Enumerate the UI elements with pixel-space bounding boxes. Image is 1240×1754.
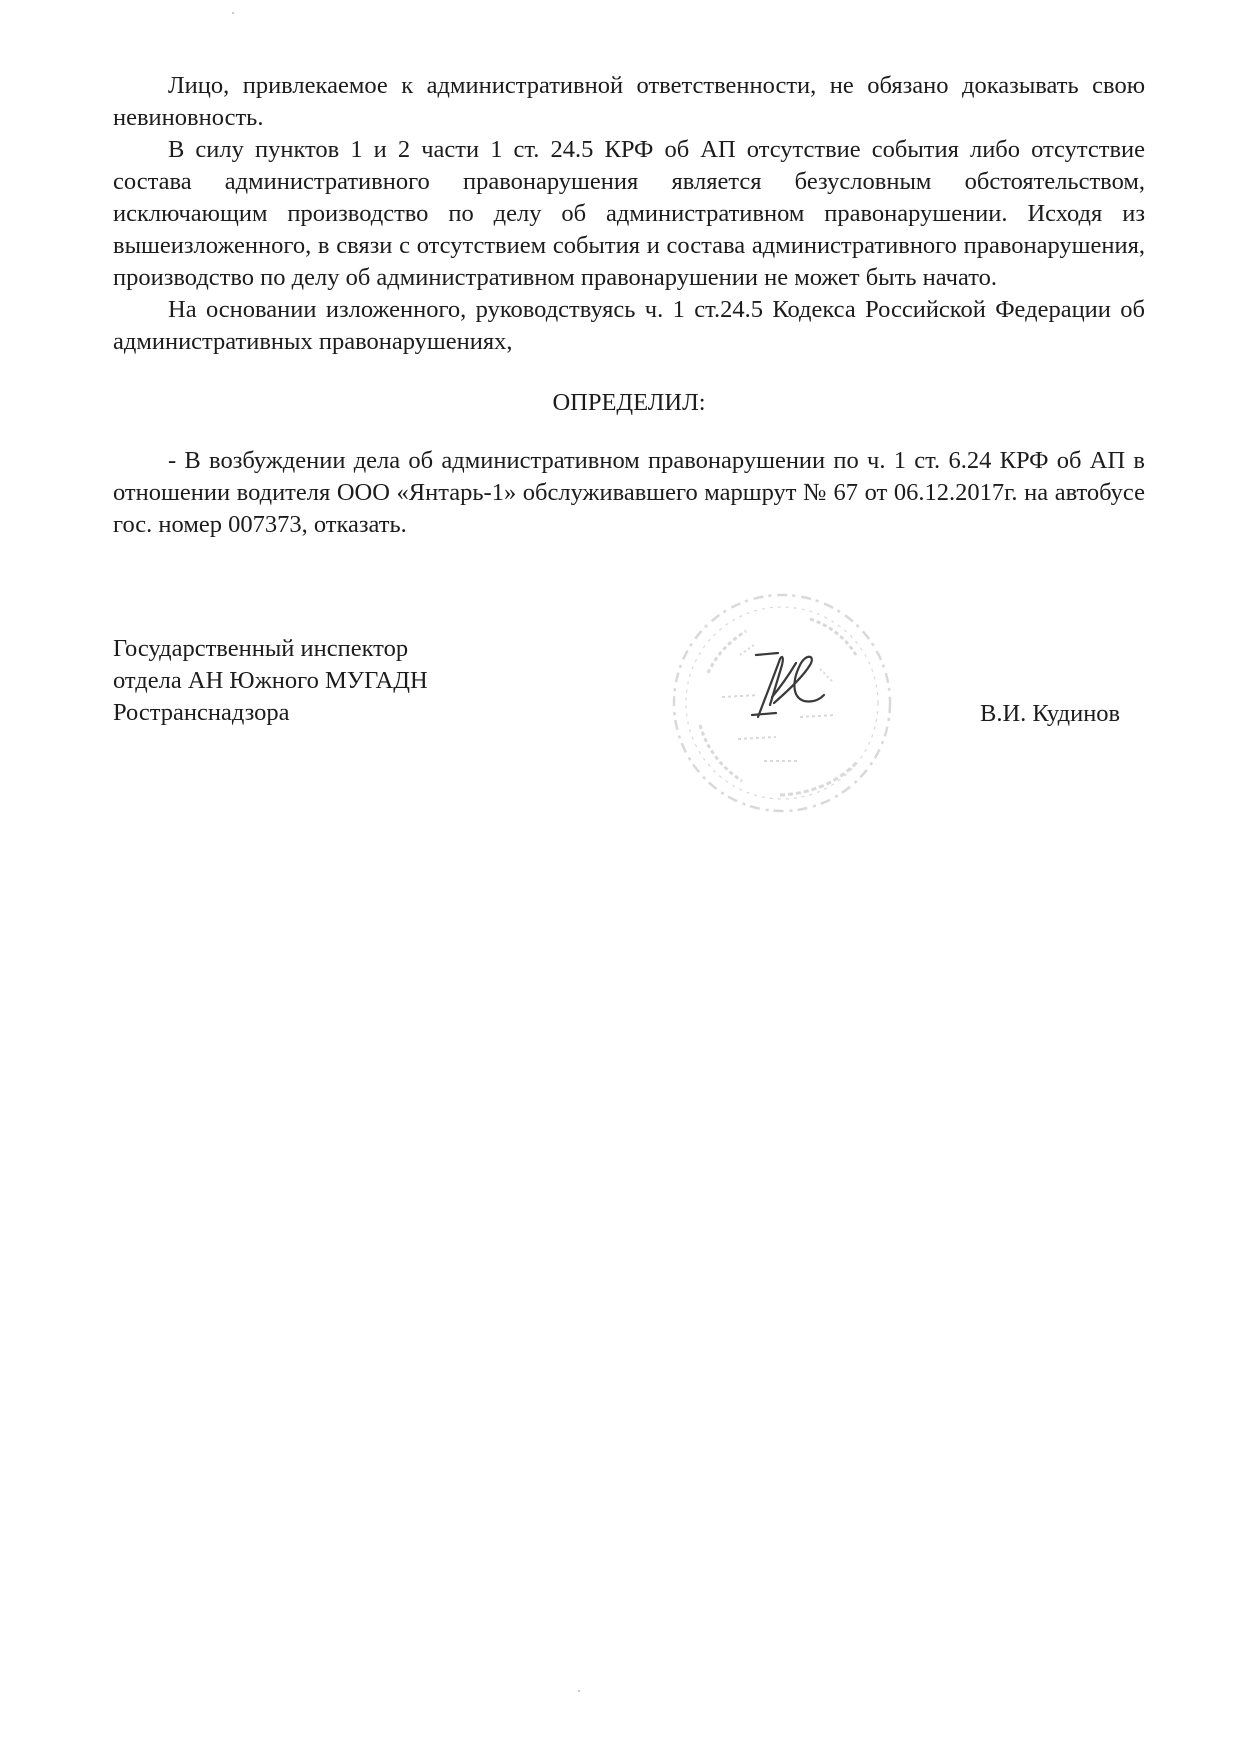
official-stamp-and-signature [660,585,910,825]
signatory-position-line: отдела АН Южного МУГАДН [113,667,428,694]
signatory-name: В.И. Кудинов [980,700,1121,727]
paragraph-presumption: Лицо, привлекаемое к административной ответственности, не обязано доказывать свою невиновность. [113,72,1145,131]
paragraph-legal-basis: В силу пунктов 1 и 2 части 1 ст. 24.5 КРФ об АП отсутствие события либо отсутствие состава административного правонарушения является безусловным обстоятельством, исключающим производство по делу об административном правонарушении. Исходя из вышеизложенного, в связи с отсутствием события и состава административного правонарушения, производство по делу об административном правонарушении не может быть начато. [113,136,1145,291]
paragraph-grounds: На основании изложенного, руководствуясь ч. 1 ст.24.5 Кодекса Российской Федерации об административных правонарушениях, [113,296,1145,355]
stamp-signature-graphic [660,585,910,825]
stamp-seal [674,595,890,811]
scan-speck [232,12,234,14]
signatory-position-line: Ространснадзора [113,699,290,726]
scan-speck [578,1690,580,1692]
signatory-position-line: Государственный инспектор [113,635,409,662]
handwritten-signature [752,653,824,717]
document-body [113,70,1145,541]
decision-heading: ОПРЕДЕЛИЛ: [552,389,706,416]
signatory-position [113,633,428,729]
paragraph-decision: - В возбуждении дела об административном правонарушении по ч. 1 ст. 6.24 КРФ об АП в отношении водителя ООО «Янтарь-1» обслуживавшего маршрут № 67 от 06.12.2017г. на автобусе гос. номер 007373, отказать. [113,447,1145,538]
